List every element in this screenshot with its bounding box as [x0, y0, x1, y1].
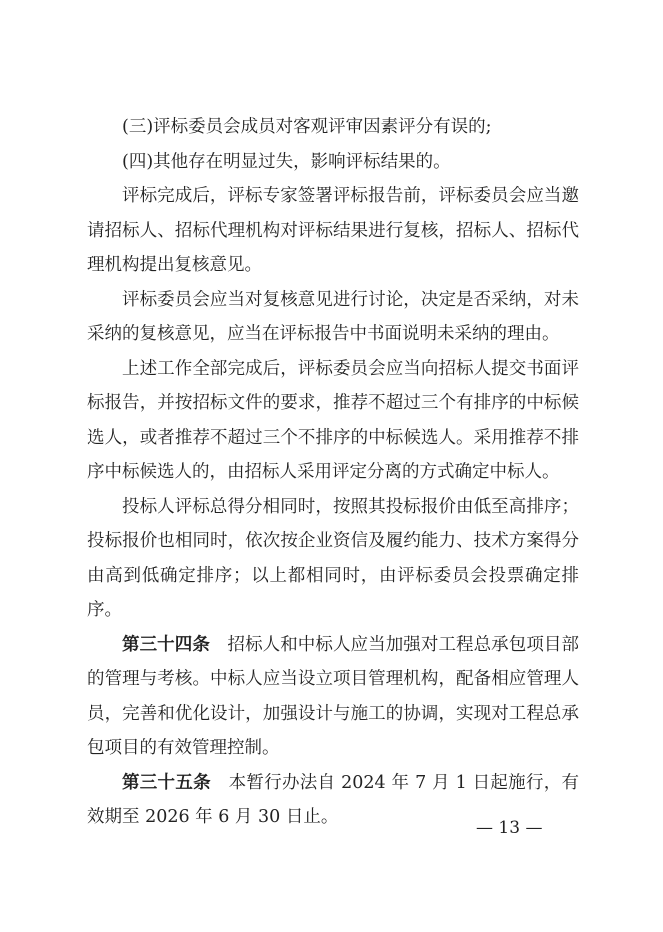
paragraph-review: 评标完成后，评标专家签署评标报告前，评标委员会应当邀请招标人、招标代理机构对评标结果进行复核，招标人、招标代理机构提出复核意见。 — [87, 186, 579, 275]
page-number: — 13 — — [476, 818, 543, 838]
article-34 — [87, 628, 579, 766]
article-35-text: 本暂行办法自 2024 年 7 月 1 日起施行，有效期至 2026 年 6 月 30 日止。 — [87, 772, 580, 827]
paragraph-report: 上述工作全部完成后，评标委员会应当向招标人提交书面评标报告，并按招标文件的要求，推荐不超过三个有排序的中标候选人，或者推荐不超过三个不排序的中标候选人。采用推荐不排序中标候选人的，由招标人采用评定分离的方式确定中标人。 — [87, 358, 579, 482]
article-34-text: 招标人和中标人应当加强对工程总承包项目部的管理与考核。中标人应当设立项目管理机构，配备相应管理人员，完善和优化设计，加强设计与施工的协调，实现对工程总承包项目的有效管理控制。 — [87, 634, 580, 758]
list-item-4: (四)其他存在明显过失，影响评标结果的。 — [122, 151, 451, 172]
paragraph-tie-break: 投标人评标总得分相同时，按照其投标报价由低至高排序；投标报价也相同时，依次按企业资信及履约能力、技术方案得分由高到低确定排序；以上都相同时，由评标委员会投票确定排序。 — [87, 496, 579, 620]
document-body — [87, 110, 579, 835]
article-34-heading: 第三十四条 — [122, 634, 210, 655]
article-35-heading: 第三十五条 — [122, 772, 211, 793]
paragraph-discussion: 评标委员会应当对复核意见进行讨论，决定是否采纳，对未采纳的复核意见，应当在评标报告中书面说明未采纳的理由。 — [87, 289, 579, 344]
list-item-3: (三)评标委员会成员对客观评审因素评分有误的; — [122, 117, 492, 137]
